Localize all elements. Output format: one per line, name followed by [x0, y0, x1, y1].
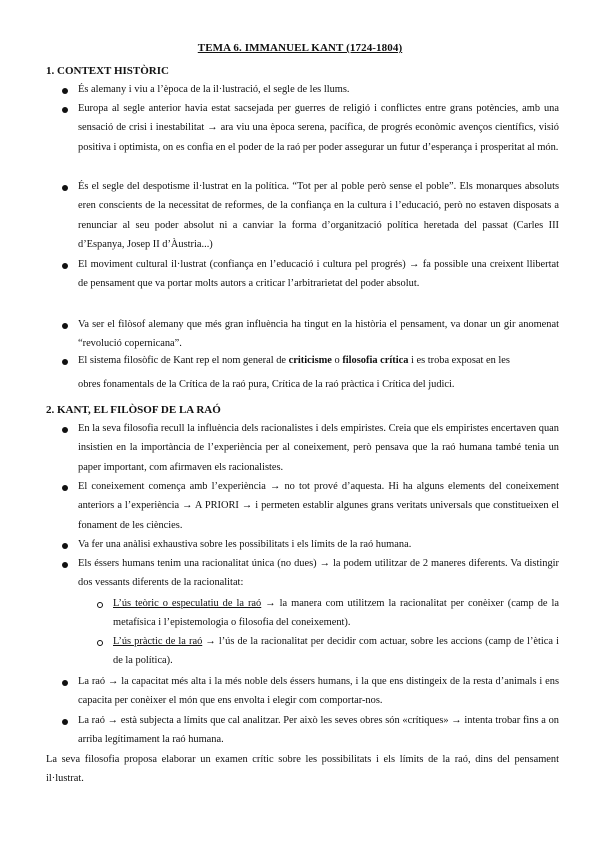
bullet-icon — [62, 562, 68, 568]
bullet-icon — [62, 107, 68, 113]
sub-bullet-icon — [97, 602, 103, 608]
list-item: La raó → la capacitat més alta i la més noble dels éssers humans, i la que ens distingeix de la resta d’animals i ens capacita per conèixer el món que ens envolta i elegir com comportar-nos. — [78, 676, 559, 707]
sub-list-item — [113, 632, 559, 671]
section-heading-kant: 2. KANT, EL FILÒSOF DE LA RAÓ — [46, 404, 221, 416]
list-item: Va ser el filòsof alemany que més gran influència ha tingut en la història el pensament, va donar un gir anomenat “revolució copernicana”. — [78, 319, 559, 350]
bullet-icon — [62, 88, 68, 94]
bullet-icon — [62, 543, 68, 549]
bullet-icon — [62, 323, 68, 329]
list-item — [78, 351, 559, 395]
bullet-icon — [62, 427, 68, 433]
text-segment: i es troba exposat en les — [408, 355, 510, 366]
sub-bullet-icon — [97, 640, 103, 646]
bullet-icon — [62, 680, 68, 686]
list-item: El coneixement comença amb l’experiència → no tot prové d’aquesta. Hi ha alguns elements del coneixement anteriors a l’experiència → A PRIORI → i permeten establir algunes grans veritats universals que constitueixen el fonament de les ciències. — [78, 481, 559, 531]
term-criticisme: criticisme — [288, 355, 332, 366]
list-item: És alemany i viu a l’època de la il·lustració, el segle de les llums. — [78, 84, 350, 95]
list-item: La raó → està subjecta a límits que cal analitzar. Per això les seves obres són «crítiques» → intenta trobar fins a on arriba legítimament la raó humana. — [78, 715, 559, 746]
bullet-icon — [62, 719, 68, 725]
list-item: Europa al segle anterior havia estat sacsejada per guerres de religió i conflictes entre grans potències, amb una sensació de crisi i inestabilitat → ara viu una època serena, pacífica, de progrés econòmic avenços científics, visió positiva i optimista, on es confia en el poder de la raó per poder assegurar un futur d’esperança i prosperitat al món. — [78, 103, 559, 153]
bullet-icon — [62, 263, 68, 269]
underlined-term: L’ús teòric o especulatiu de la raó — [113, 598, 262, 609]
term-filosofia-critica: filosofia crítica — [342, 355, 409, 366]
list-item: En la seva filosofia recull la influència dels racionalistes i dels empiristes. Creia que els empiristes encertaven quan insistien en la importància de l’experiència per al coneixement, però pensava que la raó humana també tenia un paper important, com afirmaven els racionalistes. — [78, 423, 559, 473]
list-item: El moviment cultural il·lustrat (confiança en l’educació i cultura pel progrés) → fa possible una creixent llibertat de pensament que va portar molts autors a criticar l’arbitrarietat del poder absolut. — [78, 259, 559, 290]
list-item: És el segle del despotisme il·lustrat en la política. “Tot per al poble però sense el poble”. Els monarques absoluts eren conscients de la necessitat de reformes, de la confiança en la cultura i l’educació, però no estaven disposats a renunciar al seu poder absolut ni a canviar la forma d’organització política heretada del passat (Carles III d’Espanya, Josep II d’Àustria...) — [78, 181, 559, 250]
underlined-term: L’ús pràctic de la raó — [113, 636, 203, 647]
text-segment: → la manera com utilitzem la racionalitat per conèixer (camp de la metafísica i l’epistemologia o filosofia del coneixement). — [113, 598, 559, 629]
text-segment: El sistema filosòfic de Kant rep el nom general de — [78, 355, 289, 366]
sub-list-item — [113, 594, 559, 633]
list-item: Va fer una anàlisi exhaustiva sobre les possibilitats i els límits de la raó humana. — [78, 539, 412, 550]
list-item: Els éssers humans tenim una racionalitat única (no dues) → la podem utilitzar de 2 maneres diferents. Va distingir dos vessants diferents de la racionalitat: — [78, 558, 559, 589]
text-segment: obres fonamentals de la Crítica de la raó pura, Crítica de la raó pràctica i Crítica del judici. — [78, 379, 455, 391]
bullet-icon — [62, 485, 68, 491]
bullet-icon — [62, 359, 68, 365]
closing-paragraph: La seva filosofia proposa elaborar un examen crític sobre les possibilitats i els límits de la raó, dins del pensament il·lustrat. — [46, 754, 559, 785]
section-heading-context: 1. CONTEXT HISTÒRIC — [46, 65, 169, 77]
document-title: TEMA 6. IMMANUEL KANT (1724-1804) — [197, 42, 403, 54]
text-segment: → l’ús de la racionalitat per decidir com actuar, sobre les accions (camp de l’ètica i de la política). — [113, 636, 559, 667]
bullet-icon — [62, 185, 68, 191]
text-segment: o — [331, 355, 343, 366]
